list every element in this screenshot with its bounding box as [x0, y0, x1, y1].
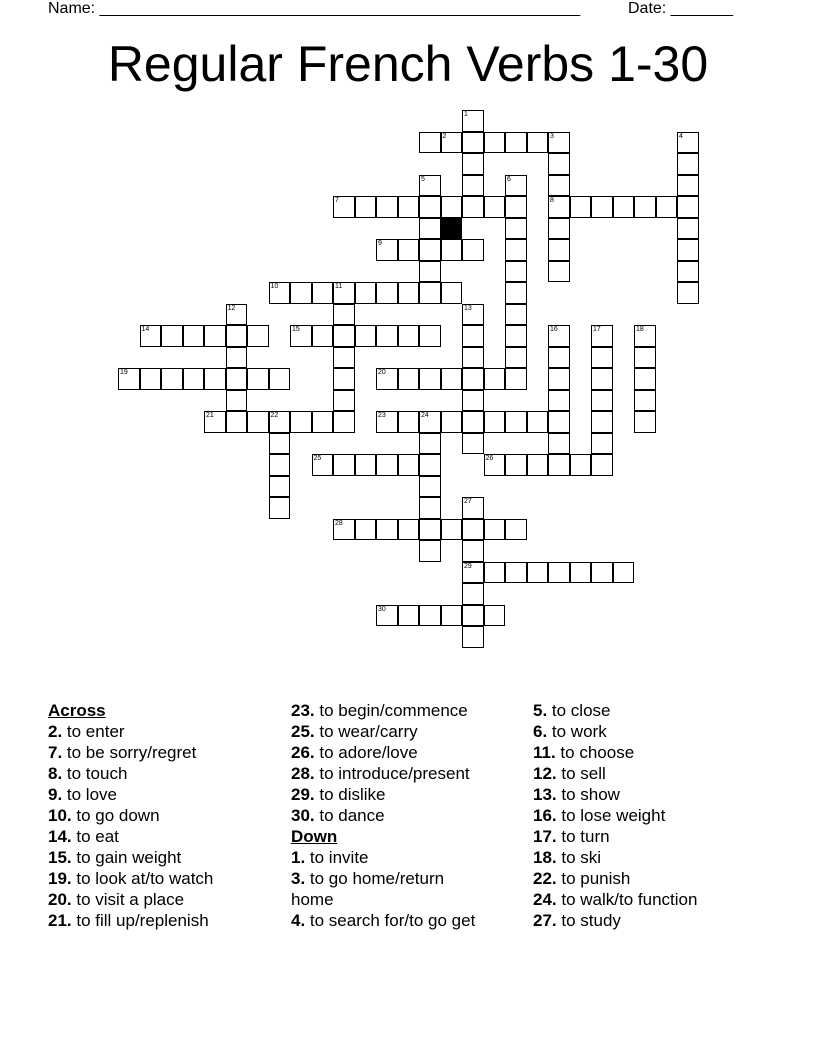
grid-cell[interactable]	[548, 153, 570, 175]
clue-item-text: to visit a place	[71, 890, 185, 909]
clue-item-number: 12.	[533, 764, 557, 783]
grid-cell[interactable]	[677, 282, 699, 304]
grid-cell[interactable]	[419, 476, 441, 498]
clue-item	[48, 721, 298, 742]
clue-item-number: 10.	[48, 806, 72, 825]
grid-cell[interactable]	[290, 411, 312, 433]
clues-column-1	[48, 700, 298, 931]
grid-cell[interactable]	[634, 390, 656, 412]
grid-cell[interactable]	[591, 347, 613, 369]
grid-cell[interactable]	[548, 347, 570, 369]
clue-item	[48, 910, 298, 931]
grid-cell[interactable]	[505, 562, 527, 584]
clue-item-text: to work	[547, 722, 607, 741]
grid-cell[interactable]	[548, 411, 570, 433]
clue-item-number: 19.	[48, 869, 72, 888]
clue-item	[533, 847, 783, 868]
grid-cell[interactable]	[226, 411, 248, 433]
grid-cell[interactable]	[376, 325, 398, 347]
grid-cell[interactable]	[505, 261, 527, 283]
grid-cell[interactable]	[376, 454, 398, 476]
clue-item-text: to show	[556, 785, 620, 804]
clue-item	[533, 910, 783, 931]
grid-cell[interactable]	[419, 519, 441, 541]
grid-cell[interactable]	[226, 390, 248, 412]
grid-cell[interactable]	[462, 132, 484, 154]
grid-cell[interactable]	[398, 368, 420, 390]
clue-item	[291, 784, 541, 805]
grid-cell[interactable]	[419, 218, 441, 240]
down-heading: Down	[291, 827, 338, 846]
clue-number: 17	[593, 326, 601, 333]
grid-cell[interactable]	[290, 282, 312, 304]
clue-item	[291, 805, 541, 826]
grid-cell[interactable]	[548, 368, 570, 390]
grid-cell[interactable]	[312, 282, 334, 304]
grid-cell[interactable]	[677, 239, 699, 261]
grid-cell[interactable]	[204, 368, 226, 390]
grid-cell[interactable]	[161, 368, 183, 390]
grid-cell[interactable]	[677, 261, 699, 283]
grid-cell[interactable]	[419, 261, 441, 283]
grid-cell[interactable]	[441, 239, 463, 261]
grid-cell[interactable]	[656, 196, 678, 218]
clue-number: 18	[636, 326, 644, 333]
clue-item-text: to ski	[556, 848, 602, 867]
clue-item-number: 25.	[291, 722, 315, 741]
grid-cell[interactable]	[505, 454, 527, 476]
clue-item	[48, 742, 298, 763]
grid-cell[interactable]	[548, 261, 570, 283]
clue-item-text: to look at/to watch	[71, 869, 214, 888]
grid-cell[interactable]	[355, 325, 377, 347]
clue-item	[533, 889, 783, 910]
clue-number: 24	[421, 412, 429, 419]
clue-item-number: 11.	[533, 743, 556, 762]
grid-cell[interactable]	[484, 368, 506, 390]
clue-item-number: 20.	[48, 890, 72, 909]
grid-cell[interactable]	[570, 196, 592, 218]
grid-cell[interactable]	[462, 368, 484, 390]
clue-item-number: 30.	[291, 806, 315, 825]
clue-item-text: to search for/to go get	[305, 911, 476, 930]
grid-cell[interactable]	[591, 390, 613, 412]
clue-item	[533, 784, 783, 805]
grid-cell[interactable]	[376, 519, 398, 541]
grid-cell[interactable]	[441, 519, 463, 541]
clue-item-number: 6.	[533, 722, 548, 741]
grid-cell[interactable]	[226, 347, 248, 369]
clue-item-number: 21.	[48, 911, 72, 930]
clue-item-number: 3.	[291, 869, 306, 888]
grid-cell[interactable]	[398, 519, 420, 541]
grid-cell[interactable]	[527, 411, 549, 433]
clue-item	[48, 868, 298, 889]
clue-number: 8	[550, 197, 554, 204]
grid-cell[interactable]	[548, 218, 570, 240]
grid-cell[interactable]	[355, 196, 377, 218]
grid-cell[interactable]	[419, 540, 441, 562]
clue-item	[533, 826, 783, 847]
grid-cell[interactable]	[419, 132, 441, 154]
grid-cell[interactable]	[140, 368, 162, 390]
clue-item-number: 28.	[291, 764, 315, 783]
grid-cell[interactable]	[419, 368, 441, 390]
grid-cell[interactable]	[398, 605, 420, 627]
clue-item	[533, 763, 783, 784]
clue-item-text: to gain weight	[71, 848, 182, 867]
clue-item-text: to close	[547, 701, 611, 720]
clue-item	[48, 889, 298, 910]
clue-number: 14	[141, 326, 150, 333]
clue-item-number: 26.	[291, 743, 315, 762]
grid-cell[interactable]	[548, 390, 570, 412]
grid-cell[interactable]	[677, 175, 699, 197]
grid-cell[interactable]	[333, 325, 355, 347]
grid-cell[interactable]	[419, 497, 441, 519]
grid-cell[interactable]	[484, 519, 506, 541]
grid-cell[interactable]	[613, 562, 635, 584]
clue-item	[533, 742, 783, 763]
grid-cell[interactable]	[398, 325, 420, 347]
grid-cell[interactable]	[333, 411, 355, 433]
grid-cell[interactable]	[355, 454, 377, 476]
grid-cell[interactable]	[462, 411, 484, 433]
grid-cell[interactable]	[548, 175, 570, 197]
grid-cell[interactable]	[355, 282, 377, 304]
grid-cell[interactable]	[333, 304, 355, 326]
grid-cell[interactable]	[548, 239, 570, 261]
clue-item-text: to adore/love	[314, 743, 418, 762]
clue-item-number: 22.	[533, 869, 557, 888]
grid-cell[interactable]	[634, 411, 656, 433]
grid-cell[interactable]	[398, 239, 420, 261]
down-clue-list	[291, 847, 486, 931]
grid-cell[interactable]	[441, 411, 463, 433]
grid-cell[interactable]	[183, 325, 205, 347]
clue-item-text: to touch	[62, 764, 128, 783]
grid-cell[interactable]	[462, 583, 484, 605]
grid-cell[interactable]	[591, 562, 613, 584]
grid-cell[interactable]	[505, 411, 527, 433]
grid-cell[interactable]	[419, 605, 441, 627]
date-field-label: Date: _______	[628, 0, 733, 17]
clue-item-text: to introduce/present	[314, 764, 470, 783]
clue-number: 28	[335, 519, 343, 527]
clue-item-number: 14.	[48, 827, 72, 846]
clue-item-text: to eat	[71, 827, 119, 846]
grid-cell[interactable]	[613, 196, 635, 218]
grid-cell[interactable]	[505, 325, 527, 347]
clue-item-number: 5.	[533, 701, 548, 720]
grid-cell[interactable]	[312, 411, 334, 433]
clue-number: 21	[206, 412, 214, 419]
grid-cell[interactable]	[462, 153, 484, 175]
clue-number: 7	[335, 197, 339, 204]
grid-cell[interactable]	[333, 368, 355, 390]
clue-item	[291, 910, 486, 931]
across-heading: Across	[48, 701, 106, 720]
clue-number: 9	[378, 240, 382, 247]
clue-item-text: to be sorry/regret	[62, 743, 197, 762]
clue-item	[48, 763, 298, 784]
clue-item	[291, 721, 541, 742]
grid-cell[interactable]	[419, 454, 441, 476]
grid-cell[interactable]	[591, 196, 613, 218]
grid-cell[interactable]	[419, 325, 441, 347]
grid-cell[interactable]	[269, 454, 291, 476]
grid-cell[interactable]	[269, 368, 291, 390]
grid-cell[interactable]	[484, 196, 506, 218]
clue-number: 10	[270, 283, 279, 290]
grid-cell[interactable]	[462, 196, 484, 218]
clue-item-number: 4.	[291, 911, 306, 930]
clue-item	[533, 721, 783, 742]
grid-cell[interactable]	[505, 304, 527, 326]
clue-item-text: to dislike	[314, 785, 386, 804]
grid-cell[interactable]	[419, 196, 441, 218]
clue-item	[291, 763, 541, 784]
clue-number: 19	[120, 369, 128, 376]
grid-cell[interactable]	[591, 433, 613, 455]
clue-number: 23	[378, 412, 386, 419]
clue-item-text: to enter	[62, 722, 125, 741]
clue-item-text: to punish	[556, 869, 631, 888]
grid-cell[interactable]	[634, 196, 656, 218]
clue-item-number: 24.	[533, 890, 557, 909]
grid-cell[interactable]	[505, 519, 527, 541]
clue-number: 15	[292, 326, 300, 333]
clue-item	[48, 784, 298, 805]
grid-cell[interactable]	[484, 411, 506, 433]
grid-cell[interactable]	[527, 454, 549, 476]
clue-item-text: to dance	[314, 806, 385, 825]
grid-cell[interactable]	[484, 562, 506, 584]
clue-item-text: to study	[556, 911, 621, 930]
clue-number: 22	[270, 412, 279, 419]
clue-item	[291, 700, 541, 721]
clue-item	[533, 868, 783, 889]
blocked-cell	[441, 218, 463, 240]
page-title: Regular French Verbs 1-30	[107, 36, 709, 92]
grid-cell[interactable]	[677, 218, 699, 240]
grid-cell[interactable]	[269, 476, 291, 498]
clue-number: 12	[227, 304, 236, 312]
grid-cell[interactable]	[505, 347, 527, 369]
clue-item-text: to go down	[71, 806, 160, 825]
clue-item	[48, 826, 298, 847]
grid-cell[interactable]	[441, 196, 463, 218]
grid-cell[interactable]	[419, 239, 441, 261]
grid-cell[interactable]	[505, 368, 527, 390]
clue-item	[48, 847, 298, 868]
grid-cell[interactable]	[548, 562, 570, 584]
clue-number: 5	[421, 175, 425, 183]
clue-item-number: 8.	[48, 764, 63, 783]
clue-item-number: 15.	[48, 848, 72, 867]
grid-cell[interactable]	[462, 390, 484, 412]
clue-item-text: to invite	[305, 848, 369, 867]
grid-cell[interactable]	[462, 175, 484, 197]
clue-item	[291, 742, 541, 763]
grid-cell[interactable]	[333, 347, 355, 369]
grid-cell[interactable]	[247, 325, 269, 347]
grid-cell[interactable]	[527, 562, 549, 584]
clues-column-2	[291, 700, 541, 931]
grid-cell[interactable]	[527, 132, 549, 154]
clue-item-text: to fill up/replenish	[71, 911, 209, 930]
grid-cell[interactable]	[484, 132, 506, 154]
grid-cell[interactable]	[204, 325, 226, 347]
across-clue-list	[48, 721, 298, 931]
clue-item-text: to turn	[556, 827, 610, 846]
clue-item-text: to wear/carry	[314, 722, 418, 741]
grid-cell[interactable]	[548, 454, 570, 476]
grid-cell[interactable]	[419, 282, 441, 304]
clue-item-text: to love	[62, 785, 117, 804]
grid-cell[interactable]	[333, 390, 355, 412]
clues-column-3	[533, 700, 783, 931]
clue-item	[291, 868, 486, 910]
grid-cell[interactable]	[505, 196, 527, 218]
grid-cell[interactable]	[462, 325, 484, 347]
clue-item-number: 29.	[291, 785, 315, 804]
grid-cell[interactable]	[591, 411, 613, 433]
grid-cell[interactable]	[570, 562, 592, 584]
grid-cell[interactable]	[462, 605, 484, 627]
grid-cell[interactable]	[570, 454, 592, 476]
grid-cell[interactable]	[398, 282, 420, 304]
grid-cell[interactable]	[462, 519, 484, 541]
clue-item-number: 16.	[533, 806, 557, 825]
grid-cell[interactable]	[441, 282, 463, 304]
grid-cell[interactable]	[441, 605, 463, 627]
clue-item	[48, 805, 298, 826]
clue-item-number: 18.	[533, 848, 557, 867]
clue-number: 27	[464, 498, 472, 505]
clue-item-number: 23.	[291, 701, 315, 720]
clue-number: 20	[378, 369, 386, 376]
grid-cell[interactable]	[333, 454, 355, 476]
grid-cell[interactable]	[591, 368, 613, 390]
clue-number: 11	[335, 283, 343, 290]
clue-number: 25	[313, 455, 322, 462]
grid-cell[interactable]	[505, 132, 527, 154]
grid-cell[interactable]	[398, 196, 420, 218]
grid-cell[interactable]	[247, 368, 269, 390]
grid-cell[interactable]	[462, 239, 484, 261]
grid-cell[interactable]	[591, 454, 613, 476]
clue-item-number: 13.	[533, 785, 557, 804]
grid-cell[interactable]	[398, 454, 420, 476]
grid-cell[interactable]	[312, 325, 334, 347]
across-clue-list-continued	[291, 700, 541, 826]
clue-number: 6	[507, 175, 511, 183]
clue-item-number: 1.	[291, 848, 306, 867]
grid-cell[interactable]	[355, 519, 377, 541]
grid-cell[interactable]	[183, 368, 205, 390]
grid-cell[interactable]	[269, 433, 291, 455]
clue-number: 1	[464, 111, 468, 118]
clue-item-text: to choose	[555, 743, 635, 762]
clue-item-number: 7.	[48, 743, 63, 762]
clue-item	[533, 805, 783, 826]
grid-cell[interactable]	[634, 368, 656, 390]
grid-cell[interactable]	[441, 368, 463, 390]
clue-item	[291, 847, 486, 868]
grid-cell[interactable]	[677, 153, 699, 175]
clue-number: 13	[464, 304, 472, 312]
clue-item-number: 2.	[48, 722, 63, 741]
grid-cell[interactable]	[161, 325, 183, 347]
grid-cell[interactable]	[247, 411, 269, 433]
grid-cell[interactable]	[548, 433, 570, 455]
grid-cell[interactable]	[677, 196, 699, 218]
grid-cell[interactable]	[462, 626, 484, 648]
clue-item-text: to begin/commence	[314, 701, 468, 720]
down-clue-list-continued	[533, 700, 783, 931]
clue-number: 30	[378, 605, 386, 613]
grid-cell[interactable]	[398, 411, 420, 433]
grid-cell[interactable]	[484, 605, 506, 627]
grid-cell[interactable]	[505, 239, 527, 261]
clue-item-number: 27.	[533, 911, 557, 930]
grid-cell[interactable]	[376, 282, 398, 304]
grid-cell[interactable]	[505, 282, 527, 304]
clue-number: 2	[442, 132, 447, 140]
grid-cell[interactable]	[462, 433, 484, 455]
clue-item-text: to sell	[556, 764, 606, 783]
clue-item-text: to walk/to function	[556, 890, 698, 909]
grid-cell[interactable]	[226, 325, 248, 347]
clue-item-text: to go home/return home	[291, 869, 445, 909]
clue-number: 26	[485, 455, 494, 462]
grid-cell[interactable]	[376, 196, 398, 218]
clue-number: 16	[550, 326, 558, 333]
clue-number: 3	[550, 132, 554, 140]
grid-cell[interactable]	[269, 497, 291, 519]
clue-item-number: 9.	[48, 785, 63, 804]
grid-cell[interactable]	[419, 433, 441, 455]
grid-cell[interactable]	[226, 368, 248, 390]
clue-item-number: 17.	[533, 827, 557, 846]
grid-cell[interactable]	[634, 347, 656, 369]
grid-cell[interactable]	[505, 218, 527, 240]
clue-item-text: to lose weight	[556, 806, 666, 825]
grid-cell[interactable]	[462, 347, 484, 369]
grid-cell[interactable]	[462, 540, 484, 562]
clue-item	[533, 700, 783, 721]
clue-number: 4	[679, 132, 683, 140]
name-field-label: Name: ______________________________________________________	[48, 0, 581, 17]
clue-number: 29	[464, 562, 472, 570]
